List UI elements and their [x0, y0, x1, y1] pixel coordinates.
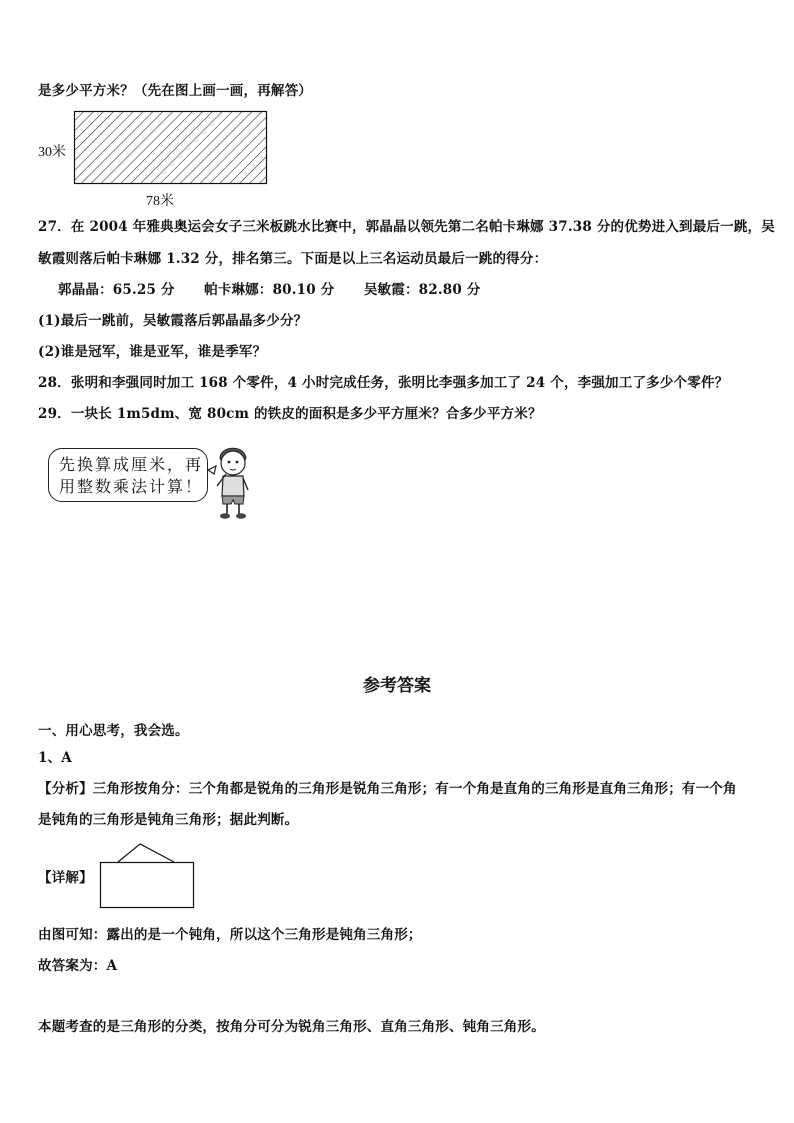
hidden-triangle-figure	[100, 842, 196, 910]
answers-section-heading: 一、用心思考，我会选。	[38, 723, 189, 739]
triangle-exposed-angle	[118, 844, 174, 862]
question-28: 28．张明和李强同时加工 168 个零件，4 小时完成任务，张明比李强多加工了 24 个，李强加工了多少个零件？	[38, 375, 729, 391]
cover-card	[101, 863, 194, 908]
hatched-rectangle-figure	[74, 111, 268, 185]
hint-speech-bubble	[48, 448, 208, 502]
answer-item-1: 1、A	[38, 750, 72, 766]
detail-label: 【详解】	[38, 870, 93, 886]
question-27-line-1: 27．在 2004 年雅典奥运会女子三米板跳水比赛中，郭晶晶以领先第二名帕卡琳娜 37.38 分的优势进入到最后一跳，吴	[38, 219, 775, 235]
hint-line-2: 用整数乘法计算！	[59, 477, 204, 496]
question-29: 29．一块长 1m5dm、宽 80cm 的铁皮的面积是多少平方厘米？合多少平方米？	[38, 406, 542, 422]
boy-illustration	[206, 444, 256, 522]
detail-reasoning: 由图可知：露出的是一个钝角，所以这个三角形是钝角三角形；	[38, 927, 422, 943]
question-27-line-2: 敏霞则落后帕卡琳娜 1.32 分，排名第三。下面是以上三名运动员最后一跳的得分：	[38, 251, 548, 267]
rect-width-label: 78米	[146, 194, 174, 209]
answer-summary: 本题考查的是三角形的分类，按角分可分为锐角三角形、直角三角形、钝角三角形。	[38, 1019, 545, 1035]
rect-height-label: 30米	[38, 145, 66, 160]
question-27-scores: 郭晶晶：65.25 分 帕卡琳娜：80.10 分 吴敏霞：82.80 分	[58, 282, 481, 298]
analysis-line-2: 是钝角的三角形是钝角三角形；据此判断。	[38, 812, 299, 828]
question-27-sub-2: (2)谁是冠军，谁是亚军，谁是季军？	[38, 344, 267, 360]
hatched-rectangle	[75, 112, 267, 184]
hint-line-1: 先换算成厘米，再	[59, 455, 204, 474]
analysis-line-1: 【分析】三角形按角分：三个角都是锐角的三角形是锐角三角形；有一个角是直角的三角形是直角三角形；有一个角	[38, 781, 737, 797]
question-27-sub-1: (1)最后一跳前，吴敏霞落后郭晶晶多少分？	[38, 313, 308, 329]
answers-title: 参考答案	[363, 676, 431, 696]
question-26-tail: 是多少平方米？（先在图上画一画，再解答）	[38, 83, 312, 99]
answer-conclusion: 故答案为：A	[38, 958, 118, 974]
